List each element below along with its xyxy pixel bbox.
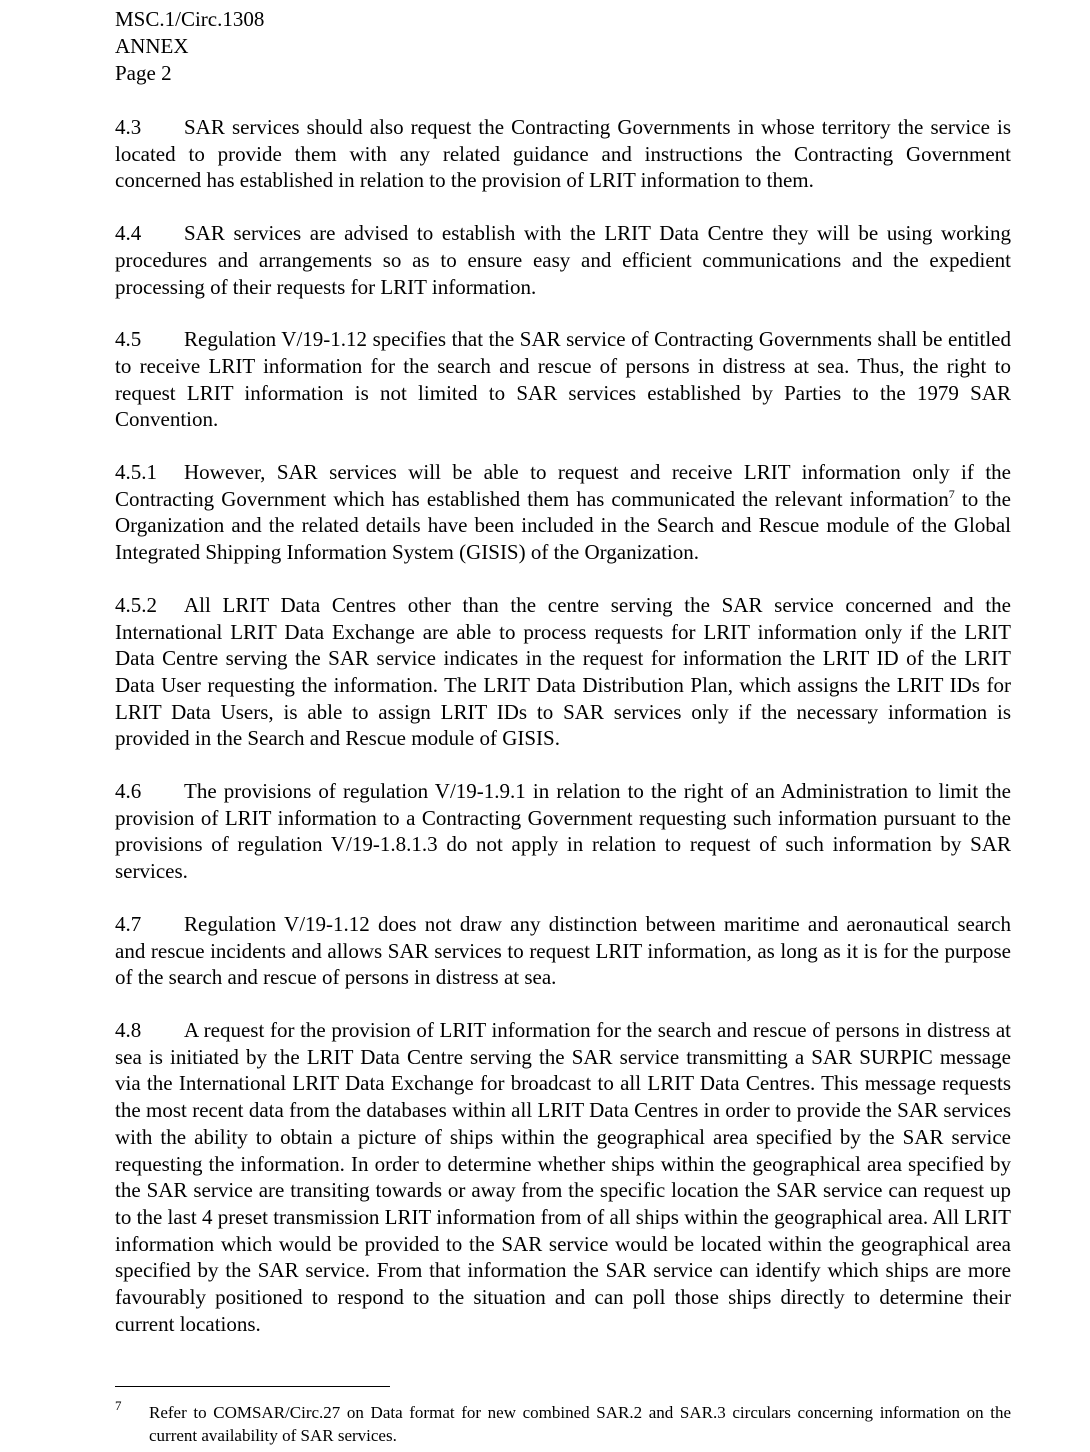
paragraph-4-5 [115, 326, 1011, 433]
document-page [115, 6, 1011, 1337]
document-header [115, 6, 1011, 87]
paragraph-4-5-2 [115, 592, 1011, 752]
paragraph-number: 4.6 [115, 779, 142, 804]
paragraph-number: 4.5.2 [115, 592, 157, 617]
paragraph-4-5-1 [115, 459, 1011, 566]
paragraph-text: A request for the provision of LRIT information for the search and rescue of persons in distress at sea is initiated by the LRIT Data Centre serving the SAR service transmitting a SAR SURPIC message via the International LRIT Data Exchange for broadcast to all LRIT Data Centres. This message requests the most recent data from the databases within all LRIT Data Centres in order to provide the SAR services with the ability to obtain a picture of ships within the geographical area specified by the SAR service requesting the information. In order to determine whether ships within the geographical area specified by the SAR service are transiting towards or away from the specific location the SAR service can request up to the last 4 preset transmission LRIT information from of all ships within the geographical area. All LRIT information which would be provided to the SAR service would be located within the geographical area specified by the SAR service. From that information the SAR service can identify which ships are more favourably positioned to respond to the situation and can poll those ships directly to determine their current locations. [115, 1017, 1011, 1336]
paragraph-number: 4.7 [115, 911, 142, 936]
paragraph-text: SAR services should also request the Contracting Governments in whose territory the service is located to provide them with any related guidance and instructions the Contracting Government concerned has established in relation to the provision of LRIT information to them. [115, 115, 1011, 193]
paragraph-text-continued: to the Organization and the related details have been included in the Search and Rescue module of the Global Integrated Shipping Information System (GISIS) of the Organization. [115, 486, 1011, 565]
paragraph-number: 4.5.1 [115, 460, 157, 485]
paragraph-4-3 [115, 114, 1011, 194]
paragraph-text: SAR services are advised to establish with the LRIT Data Centre they will be using working procedures and arrangements so as to ensure easy and efficient communications and the expedient processing of their requests for LRIT information. [115, 221, 1011, 299]
paragraph-text: However, SAR services will be able to request and receive LRIT information only if the Contracting Government which has established them has communicated the relevant information [115, 460, 1011, 511]
footnote-reference: 7 [948, 486, 955, 501]
paragraph-4-6 [115, 778, 1011, 885]
paragraph-4-8 [115, 1017, 1011, 1337]
paragraph-text: All LRIT Data Centres other than the centre serving the SAR service concerned and the International LRIT Data Exchange are able to process requests for LRIT information only if the LRIT Data Centre serving the SAR service indicates in the request for information the LRIT ID of the LRIT Data User requesting the information. The LRIT Data Distribution Plan, which assigns the LRIT IDs for LRIT Data Users, is able to assign LRIT IDs to SAR services only if the necessary information is provided in the Search and Rescue module of GISIS. [115, 592, 1011, 751]
paragraph-text: Regulation V/19-1.12 specifies that the SAR service of Contracting Governments shall be entitled to receive LRIT information for the search and rescue of persons in distress at sea. Thus, the right to request LRIT information is not limited to SAR services established by Parties to the 1979 SAR Convention. [115, 327, 1011, 432]
paragraph-text: The provisions of regulation V/19-1.9.1 in relation to the right of an Administration to limit the provision of LRIT information to a Contracting Government requesting such information pursuant to the provisions of regulation V/19-1.8.1.3 do not apply in relation to request of such information by SAR services. [115, 779, 1011, 884]
paragraph-number: 4.3 [115, 115, 142, 139]
paragraph-4-4 [115, 220, 1011, 300]
footnote-separator [115, 1386, 390, 1387]
footnote [115, 1394, 1011, 1447]
doc-reference: MSC.1/Circ.1308 [115, 7, 265, 31]
annex-label: ANNEX [115, 34, 189, 58]
paragraph-number: 4.5 [115, 327, 142, 352]
paragraph-4-7 [115, 911, 1011, 991]
paragraph-text: Regulation V/19-1.12 does not draw any distinction between maritime and aeronautical search and rescue incidents and allows SAR services to request LRIT information, as long as it is for the purpose of the search and rescue of persons in distress at sea. [115, 911, 1011, 990]
footnote-text: Refer to COMSAR/Circ.27 on Data format for new combined SAR.2 and SAR.3 circulars concerning information on the current availability of SAR services. [149, 1403, 1011, 1445]
paragraph-number: 4.8 [115, 1017, 142, 1042]
paragraph-number: 4.4 [115, 221, 142, 246]
page-number: Page 2 [115, 61, 172, 85]
footnote-mark: 7 [115, 1398, 122, 1413]
